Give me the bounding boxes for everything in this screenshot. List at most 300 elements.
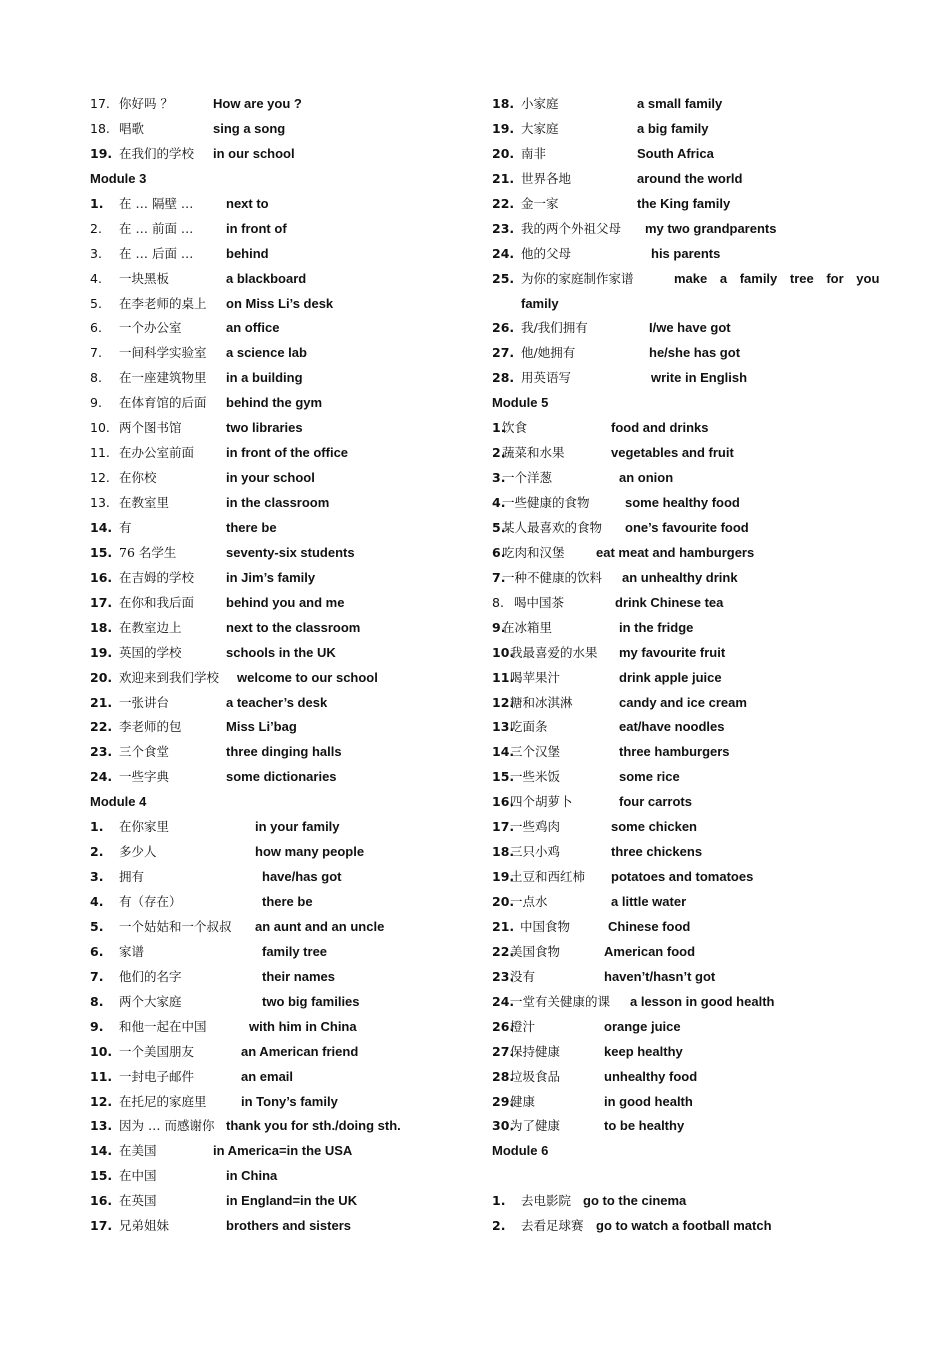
chinese-term: 金一家: [521, 195, 559, 211]
entry-number: 6.: [90, 320, 102, 336]
vocab-entry: [492, 1040, 872, 1065]
vocab-entry: [492, 616, 872, 641]
entry-number: 4.: [90, 894, 104, 909]
english-term: an American friend: [241, 1043, 359, 1059]
entry-number: 28.: [492, 370, 515, 386]
chinese-term: 李老师的包: [119, 719, 182, 735]
english-term: welcome to our school: [237, 669, 378, 685]
entry-number: 22.: [492, 195, 515, 211]
entry-number: 22.: [90, 719, 113, 735]
vocab-entry: [492, 815, 872, 840]
english-term: in your family: [255, 819, 340, 835]
vocab-entry: [492, 940, 872, 965]
vocab-entry: [492, 416, 872, 441]
english-term: an email: [241, 1068, 294, 1084]
english-term: seventy-six students: [226, 544, 355, 560]
chinese-term: 小家庭: [521, 96, 559, 111]
chinese-term: 一封电子邮件: [119, 1068, 195, 1084]
english-term: an onion: [619, 470, 674, 486]
entry-number: 17.: [90, 1218, 113, 1234]
english-term: behind: [226, 245, 269, 261]
chinese-term: 在你和我后面: [119, 594, 195, 610]
chinese-term: 在教室边上: [119, 619, 182, 635]
vocab-entry: [492, 516, 872, 541]
entry-number: 17.: [90, 594, 113, 610]
chinese-term: 一堂有关健康的课: [510, 993, 611, 1009]
english-term: in the fridge: [619, 619, 694, 635]
english-term: an unhealthy drink: [622, 569, 738, 585]
english-term: South Africa: [637, 145, 714, 161]
english-term: three hamburgers: [619, 744, 730, 760]
entry-number: 19.: [90, 145, 113, 161]
english-term: a small family: [637, 96, 723, 111]
vocab-entry: [492, 591, 872, 616]
entry-number: 2.: [90, 844, 104, 860]
chinese-term: 在一座建筑物里: [119, 370, 207, 386]
vocab-entry: [492, 192, 872, 217]
vocab-entry: [90, 1065, 470, 1090]
vocab-entry: [492, 1015, 872, 1040]
chinese-term: 一个美国朋友: [119, 1043, 195, 1059]
chinese-term: 因为 … 而感谢你: [119, 1118, 215, 1134]
english-term: thank you for sth./doing sth.: [226, 1118, 401, 1134]
vocab-entry: [492, 915, 872, 940]
vocab-entry: [90, 616, 470, 641]
chinese-term: 在中国: [119, 1168, 157, 1184]
entry-number: 27.: [492, 1043, 515, 1059]
entry-number: 18.: [492, 96, 515, 111]
chinese-term: 在李老师的桌上: [119, 295, 207, 311]
chinese-term: 蔬菜和水果: [502, 445, 565, 461]
english-term: family tree: [262, 943, 328, 959]
blank-line: [492, 1164, 872, 1189]
vocab-entry: [492, 1214, 872, 1239]
english-term: Chinese food: [608, 918, 691, 934]
chinese-term: 去电影院: [521, 1193, 572, 1209]
vocab-entry: [90, 1015, 470, 1040]
chinese-term: 在美国: [119, 1143, 157, 1159]
vocab-entry: [90, 391, 470, 416]
vocab-entry: [492, 566, 872, 591]
chinese-term: 和他一起在中国: [119, 1018, 207, 1034]
entry-number: 5.: [90, 918, 104, 934]
entry-number: 20.: [492, 894, 515, 909]
vocab-entry: [90, 516, 470, 541]
chinese-term: 一些字典: [119, 769, 170, 785]
vocab-entry: [492, 1090, 872, 1115]
chinese-term: 三个汉堡: [510, 744, 561, 760]
entry-number: 9.: [90, 395, 102, 411]
entry-number: 3.: [90, 869, 104, 885]
english-term: on Miss Li’s desk: [226, 295, 334, 311]
vocab-entry: [90, 641, 470, 666]
entry-number: 13.: [90, 495, 110, 510]
entry-number: 16.: [90, 1193, 113, 1209]
entry-number: 14.: [90, 519, 113, 535]
chinese-term: 76 名学生: [119, 544, 177, 560]
english-term: around the world: [637, 170, 743, 186]
entry-number: 8.: [492, 594, 504, 610]
vocab-entry: [90, 491, 470, 516]
chinese-term: 大家庭: [521, 120, 559, 136]
vocab-entry: [90, 1164, 470, 1189]
english-term: behind the gym: [226, 395, 323, 411]
chinese-term: 两个图书馆: [119, 420, 182, 436]
chinese-term: 一点水: [510, 894, 548, 909]
entry-number: 13.: [492, 719, 515, 735]
chinese-term: 在办公室前面: [119, 445, 195, 461]
chinese-term: 有（存在）: [119, 894, 182, 909]
chinese-term: 在我们的学校: [119, 145, 195, 161]
chinese-term: 一些健康的食物: [502, 495, 590, 510]
vocab-entry: [90, 691, 470, 716]
chinese-term: 多少人: [119, 844, 157, 860]
english-term: to be healthy: [604, 1118, 685, 1134]
entry-number: 3.: [492, 470, 506, 486]
vocab-entry: [90, 541, 470, 566]
vocab-entry: [492, 840, 872, 865]
vocab-entry: [492, 142, 872, 167]
chinese-term: 饮食: [502, 420, 528, 436]
english-term: go to the cinema: [583, 1193, 687, 1209]
entry-number: 9.: [90, 1018, 104, 1034]
entry-number: 15.: [90, 1168, 113, 1184]
chinese-term: 美国食物: [510, 943, 561, 959]
chinese-term: 橙汁: [510, 1018, 536, 1034]
vocab-entry: [90, 341, 470, 366]
entry-number: 4.: [90, 270, 102, 286]
english-term: two libraries: [226, 420, 303, 436]
vocab-entry: [90, 1139, 470, 1164]
english-term: in your school: [226, 470, 315, 486]
chinese-term: 在英国: [119, 1193, 157, 1209]
chinese-term: 两个大家庭: [119, 993, 182, 1009]
entry-number: 3.: [90, 245, 102, 261]
entry-number: 1.: [90, 819, 104, 835]
english-term: American food: [604, 943, 696, 959]
left-column: [90, 92, 470, 1239]
chinese-term: 他的父母: [521, 245, 572, 261]
english-term: in front of the office: [226, 445, 349, 461]
chinese-term: 为了健康: [510, 1118, 561, 1134]
chinese-term: 在 … 隔壁 …: [119, 195, 194, 211]
english-term: food and drinks: [611, 420, 709, 436]
vocab-entry: [90, 92, 470, 117]
chinese-term: 保持健康: [510, 1043, 561, 1059]
chinese-term: 唱歌: [119, 120, 145, 136]
entry-number: 7.: [90, 968, 104, 984]
chinese-term: 他/她拥有: [521, 345, 576, 361]
entry-number: 23.: [90, 744, 113, 760]
module-heading: Module 6: [492, 1143, 549, 1159]
english-term: behind you and me: [226, 594, 345, 610]
entry-number: 24.: [492, 993, 515, 1009]
entry-number: 12.: [90, 1093, 113, 1109]
vocab-entry: [492, 1065, 872, 1090]
vocab-entry: [90, 292, 470, 317]
vocab-entry: [492, 217, 872, 242]
entry-number: 18.: [90, 619, 113, 635]
english-term: a little water: [611, 894, 687, 909]
chinese-term: 拥有: [119, 869, 145, 885]
english-term: next to: [226, 195, 269, 211]
entry-number: 8.: [90, 370, 102, 386]
entry-number: 10.: [90, 420, 110, 436]
english-term: go to watch a football match: [596, 1218, 772, 1234]
entry-number: 11.: [90, 445, 110, 461]
vocab-entry: [90, 142, 470, 167]
chinese-term: 在你校: [119, 470, 157, 486]
chinese-term: 吃面条: [510, 719, 548, 735]
english-term: a blackboard: [226, 270, 307, 286]
entry-number: 10.: [492, 644, 515, 660]
english-term: sing a song: [213, 120, 286, 136]
chinese-term: 兄弟姐妹: [119, 1218, 170, 1234]
module-heading: Module 4: [90, 794, 147, 810]
vocab-entry: [492, 890, 872, 915]
english-term: vegetables and fruit: [611, 445, 734, 461]
english-term: haven’t/hasn’t got: [604, 968, 716, 984]
entry-number: 24.: [90, 769, 113, 785]
vocab-entry: [90, 566, 470, 591]
vocab-entry: [492, 541, 872, 566]
vocab-entry: [90, 940, 470, 965]
module-heading: Module 5: [492, 395, 549, 411]
vocab-entry: [492, 366, 872, 391]
vocab-entry: [492, 117, 872, 142]
english-term: with him in China: [249, 1018, 357, 1034]
english-term: how many people: [255, 844, 365, 860]
vocab-entry: [492, 1189, 872, 1214]
vocab-entry: [90, 416, 470, 441]
vocab-entry: [90, 915, 470, 940]
entry-number: 1.: [492, 420, 506, 436]
english-term: in the classroom: [226, 495, 330, 510]
english-term: he/she has got: [649, 345, 741, 361]
chinese-term: 喝中国茶: [514, 594, 565, 610]
english-term: eat/have noodles: [619, 719, 725, 735]
vocab-entry: [90, 1214, 470, 1239]
entry-number: 11.: [90, 1068, 113, 1084]
entry-number: 8.: [90, 993, 104, 1009]
english-term: next to the classroom: [226, 619, 361, 635]
vocab-entry: [492, 267, 880, 292]
vocab-entry: [492, 491, 872, 516]
english-term: some healthy food: [625, 495, 740, 510]
chinese-term: 在托尼的家庭里: [119, 1093, 207, 1109]
english-term: my favourite fruit: [619, 644, 726, 660]
vocab-entry: [90, 840, 470, 865]
vocab-entry: [90, 715, 470, 740]
english-term: family: [521, 295, 559, 311]
vocab-entry: [492, 715, 872, 740]
entry-number: 18.: [90, 120, 110, 136]
vocab-entry: [90, 192, 470, 217]
vocab-entry: [492, 316, 872, 341]
vocab-entry: [90, 1090, 470, 1115]
english-term: candy and ice cream: [619, 694, 747, 710]
entry-number: 21.: [492, 170, 515, 186]
english-term: in good health: [604, 1093, 693, 1109]
chinese-term: 在教室里: [119, 495, 170, 510]
vocab-entry: [90, 591, 470, 616]
english-term: their names: [262, 968, 335, 984]
english-term: my two grandparents: [645, 220, 777, 236]
chinese-term: 没有: [510, 968, 536, 984]
entry-number: 11.: [492, 669, 515, 685]
english-term: schools in the UK: [226, 644, 336, 660]
entry-number: 24.: [492, 245, 515, 261]
vocab-entry: [492, 341, 872, 366]
entry-number: 21.: [492, 918, 515, 934]
entry-number: 19.: [492, 869, 515, 885]
entry-number: 18.: [492, 844, 515, 860]
vocab-entry: [492, 466, 872, 491]
english-term: unhealthy food: [604, 1068, 698, 1084]
english-term: a teacher’s desk: [226, 694, 328, 710]
entry-number: 10.: [90, 1043, 113, 1059]
vocab-entry: [90, 765, 470, 790]
vocab-entry: [90, 815, 470, 840]
chinese-term: 中国食物: [520, 918, 571, 934]
english-term: an aunt and an uncle: [255, 918, 385, 934]
vocab-entry: [90, 666, 470, 691]
chinese-term: 喝苹果汁: [510, 669, 561, 685]
english-term: make a family tree for you: [674, 270, 880, 286]
vocab-entry: [492, 167, 872, 192]
english-term: in England=in the UK: [226, 1193, 358, 1209]
chinese-term: 土豆和西红柿: [510, 869, 586, 885]
english-term: two big families: [262, 993, 360, 1009]
entry-number: 12.: [90, 470, 110, 486]
chinese-term: 一个洋葱: [502, 470, 553, 486]
vocab-entry: [90, 441, 470, 466]
english-term: in China: [226, 1168, 278, 1184]
chinese-term: 在 … 后面 …: [119, 245, 194, 261]
entry-number: 12.: [492, 694, 515, 710]
english-term: brothers and sisters: [226, 1218, 351, 1234]
vocab-entry: [492, 242, 872, 267]
entry-number: 27.: [492, 345, 515, 361]
chinese-term: 三只小鸡: [510, 844, 561, 860]
english-term: some dictionaries: [226, 769, 337, 785]
vocab-entry: [492, 1114, 872, 1139]
entry-number: 6.: [90, 943, 104, 959]
chinese-term: 他们的名字: [119, 968, 182, 984]
english-term: I/we have got: [649, 320, 731, 336]
vocab-entry: [492, 965, 872, 990]
entry-number: 19.: [492, 120, 515, 136]
vocab-entry: [492, 990, 872, 1015]
english-term: his parents: [651, 245, 721, 261]
entry-number: 5.: [90, 295, 102, 311]
english-term: in our school: [213, 145, 295, 161]
vocab-entry: [90, 1040, 470, 1065]
english-term: a science lab: [226, 345, 307, 361]
module-heading: Module 3: [90, 170, 147, 186]
english-term: three chickens: [611, 844, 703, 860]
entry-number: 15.: [492, 769, 515, 785]
entry-number: 17.: [492, 819, 515, 835]
entry-number: 2.: [492, 1218, 506, 1234]
right-column: [492, 92, 880, 1239]
vocab-entry: [492, 441, 872, 466]
entry-number: 26.: [492, 320, 515, 336]
vocab-entry: [90, 865, 470, 890]
entry-number: 26.: [492, 1018, 515, 1034]
vocab-entry: [492, 765, 872, 790]
entry-number: 23.: [492, 968, 515, 984]
chinese-term: 健康: [510, 1093, 536, 1109]
chinese-term: 一个办公室: [119, 320, 182, 336]
entry-number: 17.: [90, 96, 110, 111]
chinese-term: 在你家里: [119, 819, 170, 835]
chinese-term: 某人最喜欢的食物: [502, 519, 603, 535]
entry-number: 21.: [90, 694, 113, 710]
vocab-entry: [492, 790, 872, 815]
chinese-term: 有: [119, 519, 132, 535]
english-term: a big family: [637, 120, 709, 136]
english-term: in America=in the USA: [213, 1143, 353, 1159]
entry-number: 13.: [90, 1118, 113, 1134]
english-term: potatoes and tomatoes: [611, 869, 754, 885]
english-term: there be: [226, 519, 277, 535]
entry-number: 7.: [90, 345, 102, 361]
entry-number: 16.: [90, 569, 113, 585]
english-term: drink Chinese tea: [615, 594, 724, 610]
vocab-entry: [90, 366, 470, 391]
english-term: a lesson in good health: [630, 993, 775, 1009]
entry-number: 23.: [492, 220, 515, 236]
vocab-entry: [90, 466, 470, 491]
entry-number: 1.: [90, 195, 104, 211]
entry-number: 1.: [492, 1193, 506, 1209]
entry-number: 2.: [492, 445, 506, 461]
vocab-entry: [90, 217, 470, 242]
vocab-entry: [90, 316, 470, 341]
entry-number: 9.: [492, 619, 506, 635]
english-term: an office: [226, 320, 280, 336]
english-term: in front of: [226, 220, 287, 236]
chinese-term: 我/我们拥有: [521, 320, 588, 336]
vocab-entry: [492, 292, 872, 317]
english-term: Miss Li’bag: [226, 719, 297, 735]
chinese-term: 家谱: [119, 943, 145, 959]
english-term: the King family: [637, 195, 731, 211]
entry-number: 2.: [90, 220, 102, 236]
vocab-entry: [90, 117, 470, 142]
chinese-term: 在冰箱里: [502, 619, 553, 635]
chinese-term: 去看足球赛: [521, 1218, 584, 1234]
english-term: in Tony’s family: [241, 1093, 338, 1109]
chinese-term: 一张讲台: [119, 694, 170, 710]
vocab-entry: [492, 865, 872, 890]
vocab-entry: [492, 740, 872, 765]
entry-number: 22.: [492, 943, 515, 959]
chinese-term: 一种不健康的饮料: [502, 569, 603, 585]
chinese-term: 世界各地: [521, 170, 572, 186]
entry-number: 5.: [492, 519, 506, 535]
vocab-entry: [492, 92, 872, 117]
entry-number: 14.: [90, 1143, 113, 1159]
chinese-term: 欢迎来到我们学校: [119, 669, 220, 685]
entry-number: 14.: [492, 744, 515, 760]
vocab-entry: [90, 740, 470, 765]
chinese-term: 为你的家庭制作家谱: [521, 270, 634, 286]
chinese-term: 三个食堂: [119, 744, 170, 760]
english-term: orange juice: [604, 1018, 681, 1034]
vocab-entry: [90, 890, 470, 915]
